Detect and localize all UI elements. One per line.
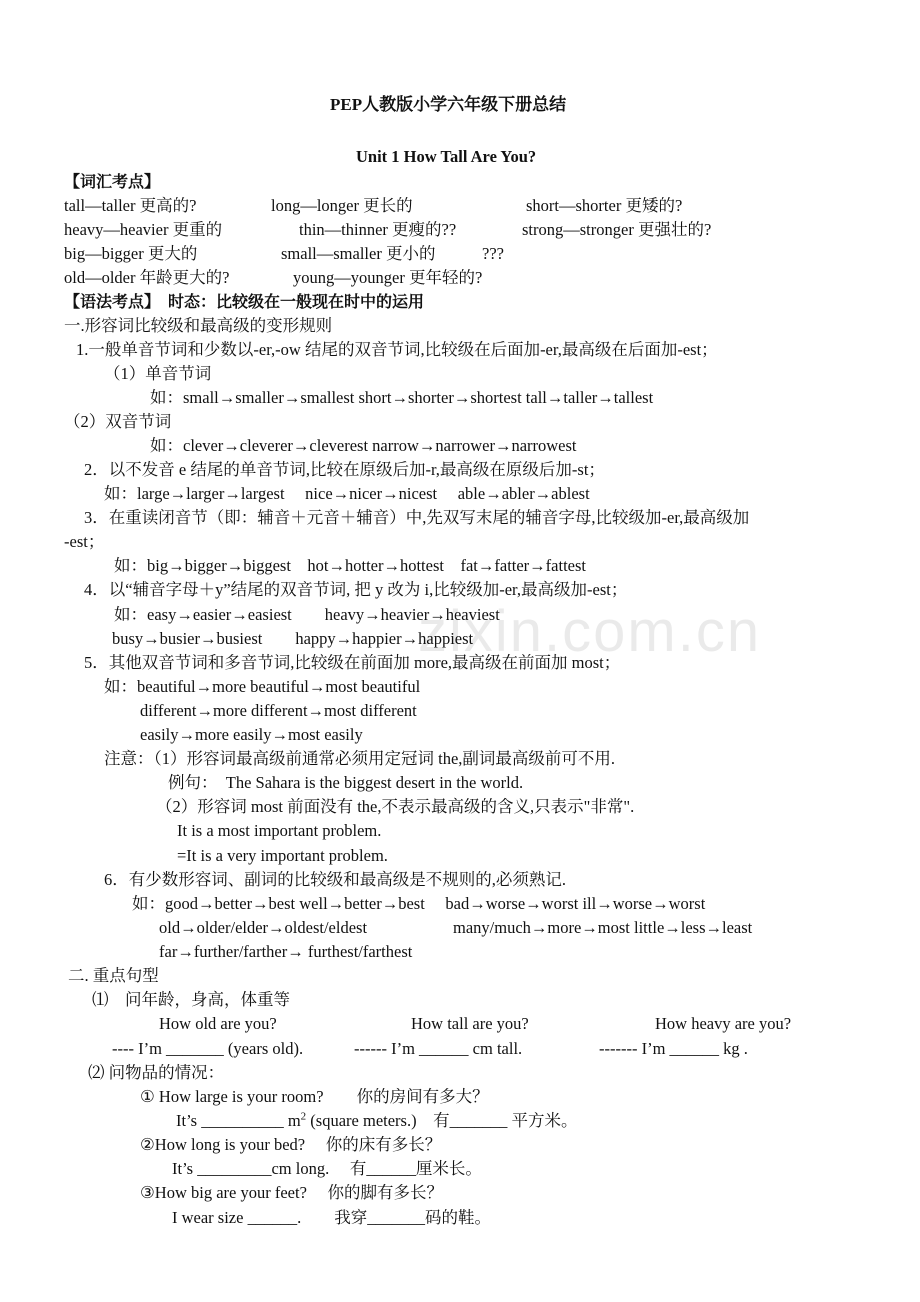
example-text: far→further/farther→ furthest/farthest (159, 942, 413, 961)
rule-text: 3．在重读闭音节（即：辅音＋元音＋辅音）中,先双写末尾的辅音字母,比较级加-er,最高级加 (84, 508, 750, 527)
section-heading: 一.形容词比较级和最高级的变形规则 (64, 316, 333, 335)
unit-title: Unit 1 How Tall Are You? (356, 147, 537, 166)
rule-text: 6．有少数形容词、副词的比较级和最高级是不规则的,必须熟记. (104, 870, 566, 889)
rule-text: 4．以“辅音字母＋y”结尾的双音节词, 把 y 改为 i,比较级加-er,最高级加-est； (84, 580, 628, 599)
rule-text: -est； (64, 532, 105, 551)
rule-text: 5．其他双音节词和多音节词,比较级在前面加 more,最高级在前面加 most； (84, 653, 621, 672)
answer-text: It’s __________ $m^2$ (square meters.) 有_______ 平方米。 (176, 1110, 578, 1130)
question-text: How tall are you? (411, 1014, 529, 1033)
pattern-heading: ⑴ 问年龄，身高，体重等 (92, 990, 290, 1009)
vocab-item: old—older 年龄更大的? (64, 268, 230, 287)
example-text: many/much→more→most little→less→least (453, 918, 753, 937)
answer-text: I wear size ______. 我穿_______码的鞋。 (172, 1208, 491, 1227)
example-text: It is a most important problem. (177, 821, 382, 840)
question-text: ②How long is your bed? 你的床有多长？ (140, 1135, 442, 1154)
example-text: 如：big→bigger→biggest hot→hotter→hottest fat→fatter→fattest (114, 556, 586, 575)
vocab-heading: 【词汇考点】 (64, 172, 161, 191)
example-text: =It is a very important problem. (177, 846, 388, 865)
vocab-item: young—younger 更年轻的? (293, 268, 483, 287)
example-text: 如：beautiful→more beautiful→most beautiful (104, 677, 421, 696)
rule-text: 2．以不发音 e 结尾的单音节词,比较在原级后加-r,最高级在原级后加-st； (84, 460, 605, 479)
question-text: How heavy are you? (655, 1014, 792, 1033)
answer-text: It’s _________cm long. 有______厘米长。 (172, 1159, 482, 1178)
example-text: old→older/elder→oldest/eldest (159, 918, 368, 937)
example-text: 如：clever→cleverer→cleverest narrow→narrower→narrowest (150, 436, 577, 455)
document-title: PEP人教版小学六年级下册总结 (330, 95, 567, 114)
rule-subheading: （1）单音节词 (104, 364, 212, 383)
vocab-item: short—shorter 更矮的? (526, 196, 683, 215)
vocab-item: ??? (482, 244, 504, 263)
vocab-item: long—longer 更长的 (271, 196, 413, 215)
note-text: 注意：（1）形容词最高级前通常必须用定冠词 the,副词最高级前可不用. (104, 749, 616, 768)
question-text: How old are you? (159, 1014, 277, 1033)
rule-subheading: （2）双音节词 (64, 412, 172, 431)
vocab-item: strong—stronger 更强壮的? (522, 220, 712, 239)
vocab-item: big—bigger 更大的 (64, 244, 198, 263)
pattern-heading: ⑵ 问物品的情况： (88, 1063, 225, 1082)
example-text: 如：good→better→best well→better→best bad→worse→worst ill→worse→worst (132, 894, 706, 913)
superscript: 2 (300, 1110, 307, 1123)
vocab-item: thin—thinner 更瘦的?? (299, 220, 457, 239)
vocab-item: small—smaller 更小的 (281, 244, 436, 263)
example-text: 例句： The Sahara is the biggest desert in the world. (168, 773, 524, 792)
answer-text: ------- I’m ______ kg . (599, 1039, 748, 1058)
watermark: zixin.com.cn (418, 599, 762, 664)
example-text: busy→busier→busiest happy→happier→happiest (112, 629, 474, 648)
vocab-item: tall—taller 更高的? (64, 196, 197, 215)
example-text: 如：easy→easier→easiest heavy→heavier→heaviest (114, 605, 500, 624)
vocab-item: heavy—heavier 更重的 (64, 220, 223, 239)
example-text: easily→more easily→most easily (140, 725, 363, 744)
rule-text: 1.一般单音节词和少数以-er,-ow 结尾的双音节词,比较级在后面加-er,最高级在后面加-est； (76, 340, 718, 359)
example-text: 如：large→larger→largest nice→nicer→nicest able→abler→ablest (104, 484, 590, 503)
example-text: different→more different→most different (140, 701, 417, 720)
question-text: ① How large is your room? 你的房间有多大？ (140, 1087, 489, 1106)
answer-text: ---- I’m _______ (years old). (112, 1039, 304, 1058)
example-text: 如：small→smaller→smallest short→shorter→shortest tall→taller→tallest (150, 388, 654, 407)
grammar-heading: 【语法考点】 时态：比较级在一般现在时中的运用 (64, 292, 425, 311)
note-text: （2）形容词 most 前面没有 the,不表示最高级的含义,只表示"非常". (156, 797, 635, 816)
answer-text: ------ I’m ______ cm tall. (354, 1039, 523, 1058)
question-text: ③How big are your feet? 你的脚有多长？ (140, 1183, 444, 1202)
section-heading: 二. 重点句型 (68, 966, 159, 985)
